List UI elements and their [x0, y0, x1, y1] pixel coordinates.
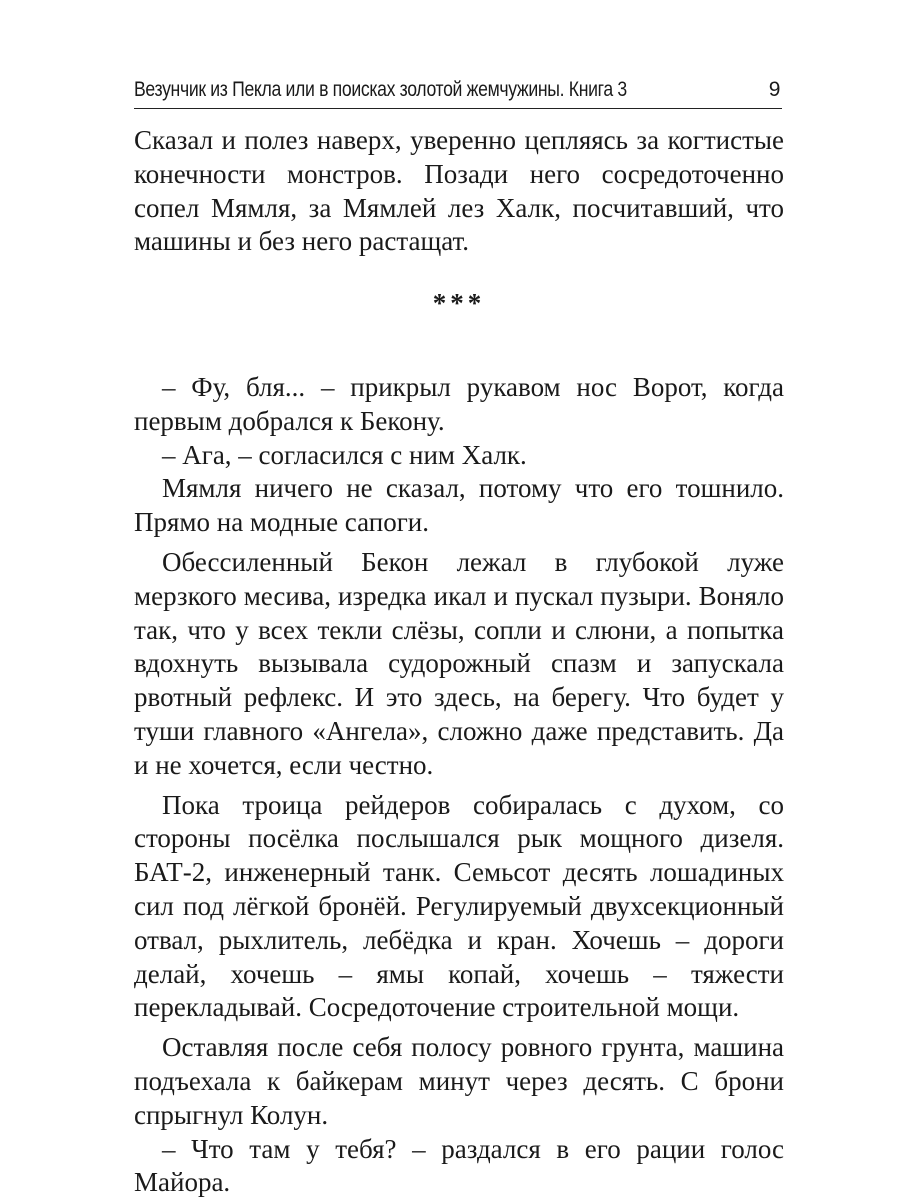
paragraph: Сказал и полез наверх, уверенно цепляясь за когтистые конечности монстров. Позади него сосредоточенно сопел Мямля, за Мямлей лез Халк, посчитавший, что машины и без него растащат.: [134, 125, 784, 257]
paragraph: Обессиленный Бекон лежал в глубокой луже мерзкого месива, изредка икал и пускал пузыри. Воняло так, что у всех текли слёзы, сопли и слюни, а попытка вдохнуть вызывала судорожный спазм и запускала рвотный рефлекс. И это здесь, на берегу. Что будет у туши главного «Ангела», сложно даже представить. Да и не хочется, если честно.: [134, 546, 784, 780]
paragraph: – Ага, – согласился с ним Халк.: [162, 439, 527, 470]
running-header: [134, 78, 782, 109]
paragraph: Мямля ничего не сказал, потому что его тошнило. Прямо на модные сапоги.: [134, 473, 784, 538]
running-title: Везунчик из Пекла или в поисках золотой жемчужины. Книга 3: [134, 78, 627, 101]
scene-separator: ***: [432, 288, 486, 319]
body-text: [134, 124, 784, 1200]
paragraph: Оставляя после себя полосу ровного грунта, машина подъехала к байкерам минут через десять. С брони спрыгнул Колун.: [134, 1032, 784, 1130]
paragraph: – Фу, бля... – прикрыл рукавом нос Ворот, когда первым добрался к Бекону.: [134, 371, 784, 436]
paragraph: Пока троица рейдеров собиралась с духом, со стороны посёлка послышался рык мощного дизеля. БАТ-2, инженерный танк. Семьсот десять лошадиных сил под лёгкой бронёй. Регулируемый двухсекционный отвал, рыхлитель, лебёдка и кран. Хочешь – дороги делай, хочешь – ямы копай, хочешь – тяжести перекладывай. Сосредоточение строительной мощи.: [134, 789, 784, 1023]
paragraph: – Что там у тебя? – раздался в его рации голос Майора.: [134, 1133, 784, 1198]
page-number: 9: [768, 78, 780, 101]
